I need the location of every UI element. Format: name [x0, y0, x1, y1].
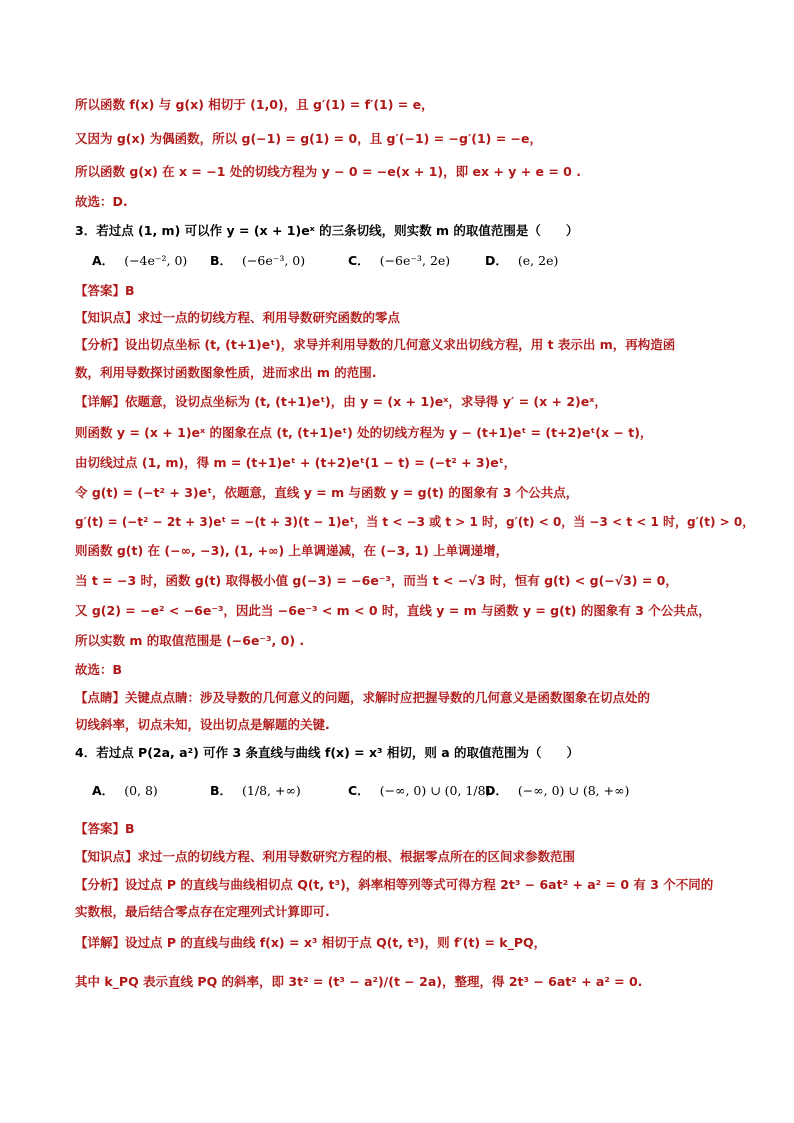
analysis-line: 【分析】设出切点坐标 (t, (t+1)eᵗ)，求导并利用导数的几何意义求出切线方程，用 t 表示出 m，再构造函	[75, 337, 676, 352]
solution-line: 【详解】设过点 P 的直线与曲线 f(x) = x³ 相切于点 Q(t, t³)，则 f′(t) = k_PQ，	[75, 935, 547, 950]
solution-line: 则函数 y = (x + 1)eˣ 的图象在点 (t, (t+1)eᵗ) 处的切线方程为 y − (t+1)eᵗ = (t+2)eᵗ(x − t)，	[75, 425, 653, 440]
solution-line: g′(t) = (−t² − 2t + 3)eᵗ = −(t + 3)(t − 1)eᵗ，当 t < −3 或 t > 1 时，g′(t) < 0，当 −3 < t < 1 时，g′(t) > 0，	[75, 514, 755, 529]
option-label: C．	[348, 783, 370, 798]
knowledge-point-line: 【知识点】求过一点的切线方程、利用导数研究函数的零点	[75, 310, 401, 325]
q3-option-d	[485, 252, 558, 270]
option-label: A．	[92, 253, 115, 268]
choice-line: 故选：B	[75, 662, 123, 677]
knowledge-point-line: 【知识点】求过一点的切线方程、利用导数研究方程的根、根据零点所在的区间求参数范围	[75, 849, 576, 864]
text-line: 所以函数 f(x) 与 g(x) 相切于 (1,0)，且 g′(1) = f′(1) = e，	[75, 97, 434, 112]
solution-line: 【详解】依题意，设切点坐标为 (t, (t+1)eᵗ)，由 y = (x + 1)eˣ，求导得 y′ = (x + 2)eˣ，	[75, 394, 607, 409]
option-value: (−6e⁻³, 2e)	[379, 253, 451, 268]
option-value: (−∞, 0) ∪ (8, +∞)	[517, 783, 630, 798]
solution-line: 其中 k_PQ 表示直线 PQ 的斜率，即 3t² = (t³ − a²)/(t − 2a)，整理，得 2t³ − 6at² + a² = 0.	[75, 974, 643, 989]
option-value: (−6e⁻³, 0)	[242, 253, 306, 268]
option-label: A．	[92, 783, 115, 798]
option-label: D．	[485, 783, 508, 798]
question-3-stem: 3．若过点 (1, m) 可以作 y = (x + 1)eˣ 的三条切线，则实数 m 的取值范围是（ ）	[75, 223, 579, 238]
text-line: 又因为 g(x) 为偶函数，所以 g(−1) = g(1) = 0，且 g′(−1) = −g′(1) = −e，	[75, 131, 542, 146]
option-value: (0, 8)	[124, 783, 158, 798]
q3-option-c	[348, 252, 450, 270]
analysis-line: 实数根，最后结合零点存在定理列式计算即可.	[75, 904, 330, 919]
q4-option-a	[92, 782, 158, 800]
q4-option-b	[210, 782, 301, 800]
question-4-stem: 4．若过点 P(2a, a²) 可作 3 条直线与曲线 f(x) = x³ 相切，则 a 的取值范围为（ ）	[75, 745, 580, 760]
solution-line: 令 g(t) = (−t² + 3)eᵗ，依题意，直线 y = m 与函数 y = g(t) 的图象有 3 个公共点，	[75, 485, 579, 500]
option-label: B．	[210, 253, 233, 268]
solution-line: 又 g(2) = −e² < −6e⁻³，因此当 −6e⁻³ < m < 0 时，直线 y = m 与函数 y = g(t) 的图象有 3 个公共点，	[75, 603, 711, 618]
answer-line: 【答案】B	[75, 283, 135, 298]
q4-option-c	[348, 782, 490, 800]
option-label: B．	[210, 783, 233, 798]
option-value: (1/8, +∞)	[242, 783, 301, 798]
analysis-line: 数，利用导数探讨函数图象性质，进而求出 m 的范围.	[75, 365, 377, 380]
option-value: (−4e⁻², 0)	[124, 253, 188, 268]
text-line: 所以函数 g(x) 在 x = −1 处的切线方程为 y − 0 = −e(x + 1)，即 ex + y + e = 0 .	[75, 164, 581, 179]
option-value: (e, 2e)	[517, 253, 559, 268]
q3-option-b	[210, 252, 305, 270]
solution-line: 由切线过点 (1, m)，得 m = (t+1)eᵗ + (t+2)eᵗ(1 − t) = (−t² + 3)eᵗ，	[75, 455, 517, 470]
remark-line: 【点睛】关键点点睛：涉及导数的几何意义的问题，求解时应把握导数的几何意义是函数图象在切点处的	[75, 690, 651, 705]
solution-line: 则函数 g(t) 在 (−∞, −3), (1, +∞) 上单调递减，在 (−3, 1) 上单调递增，	[75, 543, 509, 558]
remark-line: 切线斜率，切点未知，设出切点是解题的关键.	[75, 717, 330, 732]
analysis-line: 【分析】设过点 P 的直线与曲线相切点 Q(t, t³)，斜率相等列等式可得方程 2t³ − 6at² + a² = 0 有 3 个不同的	[75, 877, 714, 892]
solution-line: 当 t = −3 时，函数 g(t) 取得极小值 g(−3) = −6e⁻³，而当 t < −√3 时，恒有 g(t) < g(−√3) = 0，	[75, 573, 678, 588]
answer-line: 【答案】B	[75, 821, 135, 836]
option-label: D．	[485, 253, 508, 268]
option-value: (−∞, 0) ∪ (0, 1/8)	[379, 783, 491, 798]
solution-line: 所以实数 m 的取值范围是 (−6e⁻³, 0) .	[75, 633, 305, 648]
option-label: C．	[348, 253, 370, 268]
q4-option-d	[485, 782, 629, 800]
q3-option-a	[92, 252, 187, 270]
text-line: 故选：D.	[75, 194, 128, 209]
